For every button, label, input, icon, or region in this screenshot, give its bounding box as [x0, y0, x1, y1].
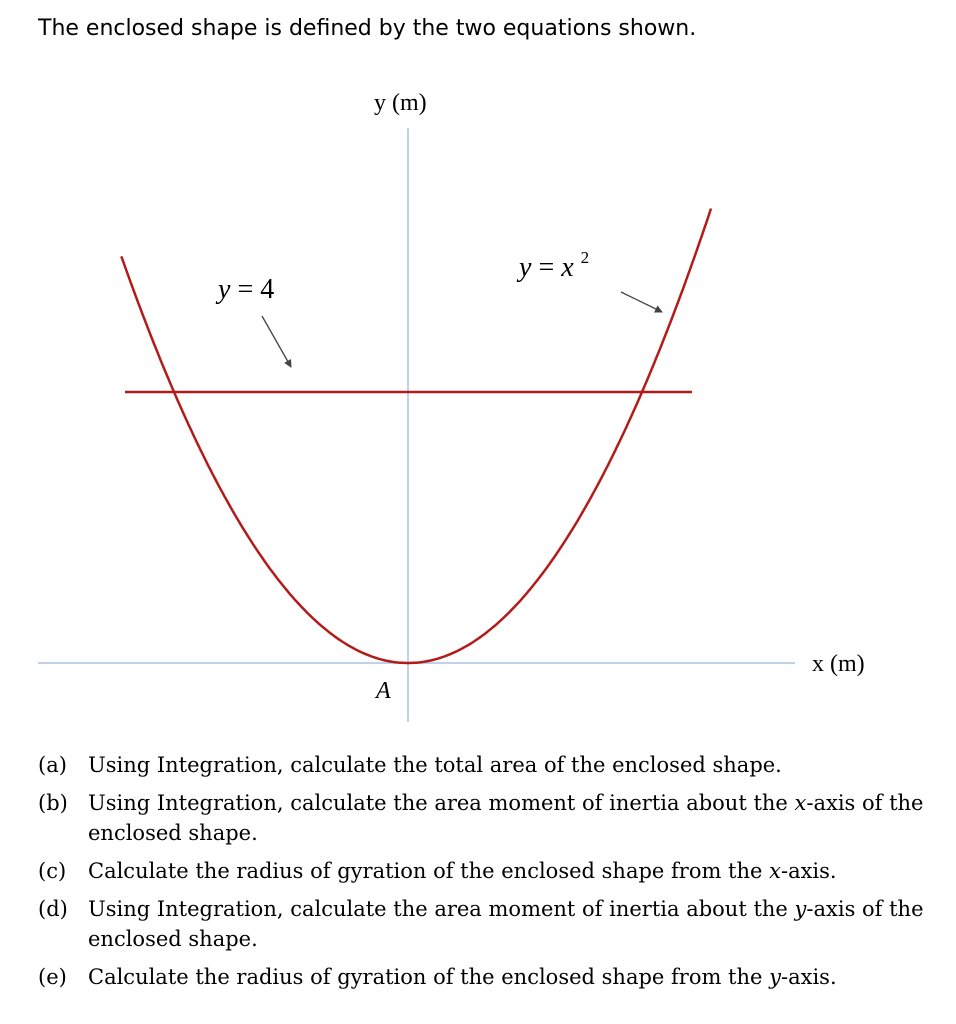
line-label-rhs: 4: [260, 274, 275, 305]
curve-label-op: =: [538, 252, 555, 283]
question-label: (a): [38, 753, 67, 777]
line-label-arrow: [262, 316, 291, 367]
question-text: Using Integration, calculate the area moment of inertia about the y-axis of the enclosed shape.: [88, 897, 924, 951]
question-text: Calculate the radius of gyration of the enclosed shape from the x-axis.: [88, 859, 837, 883]
question-d: [38, 894, 928, 954]
line-label-lhs: y: [218, 274, 231, 305]
curve-equation-label: [516, 248, 589, 283]
line-label-op: =: [237, 274, 254, 305]
origin-label: A: [376, 678, 391, 704]
curve-label-base: x: [561, 252, 574, 283]
question-a: [38, 750, 928, 780]
question-label: (d): [38, 897, 68, 921]
question-c: [38, 856, 928, 886]
question-label: (b): [38, 791, 68, 815]
y-axis-label: y (m): [374, 90, 427, 116]
question-text: Using Integration, calculate the area moment of inertia about the x-axis of the enclosed shape.: [88, 791, 924, 845]
curve-label-arrow: [621, 292, 662, 312]
parabola-curve: [121, 209, 711, 664]
question-label: (c): [38, 859, 67, 883]
intro-text: The enclosed shape is defined by the two equations shown.: [38, 16, 697, 41]
x-axis-label: x (m): [812, 651, 865, 677]
question-e: [38, 962, 928, 992]
curve-label-lhs: y: [519, 252, 532, 283]
question-label: (e): [38, 965, 67, 989]
line-equation-label: [215, 274, 274, 305]
question-b: [38, 788, 928, 848]
question-text: Using Integration, calculate the total area of the enclosed shape.: [88, 753, 782, 777]
question-list: [38, 750, 928, 1000]
curve-label-exponent: 2: [580, 248, 590, 267]
question-text: Calculate the radius of gyration of the enclosed shape from the y-axis.: [88, 965, 837, 989]
